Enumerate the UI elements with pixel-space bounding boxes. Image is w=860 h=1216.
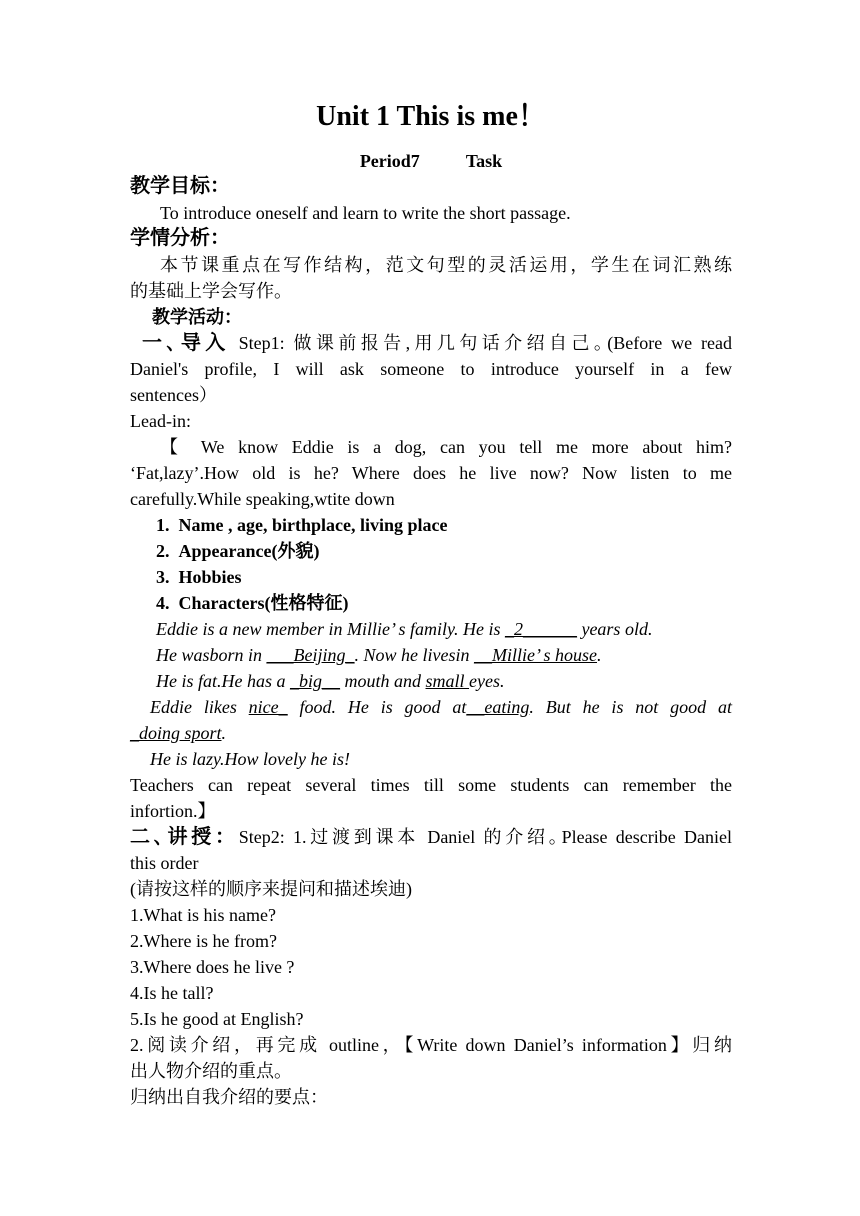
list-text: Characters(性格特征)	[178, 593, 349, 613]
list-item	[156, 590, 348, 616]
teach-line3: (请按这样的顺序来提问和描述埃迪)	[130, 879, 412, 899]
answer-blank: _2______	[504, 619, 577, 639]
passage-line4	[150, 694, 732, 720]
leadin-line2: ‘Fat,lazy’.How old is he? Where does he live now? Now listen to me	[130, 463, 732, 483]
passage-text: mouth and	[340, 671, 426, 691]
passage-text: food. He is good at	[287, 697, 467, 717]
page-title: Unit 1 This is me！	[316, 101, 546, 132]
question-item: 1.What is his name?	[130, 905, 276, 925]
question-item: 4.Is he tall?	[130, 983, 214, 1003]
passage-text: . But he is not good at	[529, 697, 732, 717]
passage-text: Eddie likes	[150, 697, 249, 717]
passage-text: . Now he livesin	[354, 645, 475, 665]
teach-line1	[130, 824, 732, 850]
answer-blank: ___Beijing_	[266, 645, 355, 665]
list-number: 1.	[156, 515, 170, 535]
answer-blank: __Millie’ s house	[474, 645, 598, 665]
period-label: Period7	[359, 151, 420, 171]
passage-text: Eddie is a new member in Millie’ s family. He is	[156, 619, 505, 639]
answer-blank: _doing sport	[130, 723, 222, 743]
list-number: 4.	[156, 593, 170, 613]
question-item: 2.Where is he from?	[130, 931, 277, 951]
teachers-line2: infortion.】	[130, 801, 216, 821]
answer-blank: _big__	[290, 671, 341, 691]
list-item	[156, 564, 242, 590]
intro-line3: sentences）	[130, 385, 217, 405]
question-item: 5.Is he good at English?	[130, 1009, 304, 1029]
leadin-label: Lead-in:	[130, 411, 191, 431]
passage-text: eyes.	[469, 671, 505, 691]
intro-line1	[142, 330, 732, 356]
passage-text: He wasborn in	[156, 645, 267, 665]
passage-line1	[156, 616, 652, 642]
teachers-line1: Teachers can repeat several times till some students can remember the	[130, 775, 732, 795]
list-text: Name , age, birthplace, living place	[178, 515, 448, 535]
objectives-text: To introduce oneself and learn to write the short passage.	[160, 203, 571, 223]
list-text: Appearance(外貌)	[178, 541, 320, 561]
answer-blank: nice_	[248, 697, 288, 717]
analysis-heading: 学情分析：	[130, 227, 230, 249]
passage-line3	[156, 668, 505, 694]
list-item	[156, 538, 319, 564]
answer-blank: small	[425, 671, 470, 691]
period-subtitle	[130, 148, 732, 174]
list-number: 3.	[156, 567, 170, 587]
list-number: 2.	[156, 541, 170, 561]
intro-heading: 一､导入	[142, 332, 230, 354]
passage-text: .	[597, 645, 602, 665]
objectives-heading: 教学目标：	[130, 175, 230, 197]
intro-line2: Daniel's profile, I will ask someone to introduce yourself in a few	[130, 359, 732, 379]
list-text: Hobbies	[178, 567, 242, 587]
question-item: 3.Where does he live ?	[130, 957, 295, 977]
analysis-line1: 本节课重点在写作结构，范文句型的灵活运用，学生在词汇熟练	[160, 255, 732, 275]
passage-text: .	[221, 723, 227, 743]
passage-text: He is fat.He has a	[156, 671, 290, 691]
passage-text: years old.	[576, 619, 653, 639]
passage-line6: He is lazy.How lovely he is!	[150, 749, 350, 769]
leadin-line1: 【 We know Eddie is a dog, can you tell me more about him?	[160, 437, 732, 457]
step2-line1: 2.阅读介绍，再完成 outline，【Write down Daniel’s information】归纳	[130, 1035, 732, 1055]
activities-heading: 教学活动：	[152, 307, 242, 327]
intro-text: Step1: 做课前报告,用几句话介绍自己｡(Before we read	[238, 333, 733, 353]
teach-heading: 二､讲授：	[130, 826, 239, 848]
passage-line2	[156, 642, 602, 668]
passage-line5	[130, 720, 226, 746]
answer-blank: __eating	[466, 697, 530, 717]
list-item	[156, 512, 447, 538]
teach-text: Step2: 1.过渡到课本 Daniel 的介绍｡Please describe Daniel	[238, 827, 733, 847]
period-type: Task	[465, 151, 503, 171]
summary-line: 归纳出自我介绍的要点：	[130, 1087, 328, 1107]
leadin-line3: carefully.While speaking,wtite down	[130, 489, 395, 509]
step2-line2: 出人物介绍的重点。	[130, 1061, 292, 1081]
teach-line2: this order	[130, 853, 199, 873]
analysis-line2: 的基础上学会写作。	[130, 281, 292, 301]
